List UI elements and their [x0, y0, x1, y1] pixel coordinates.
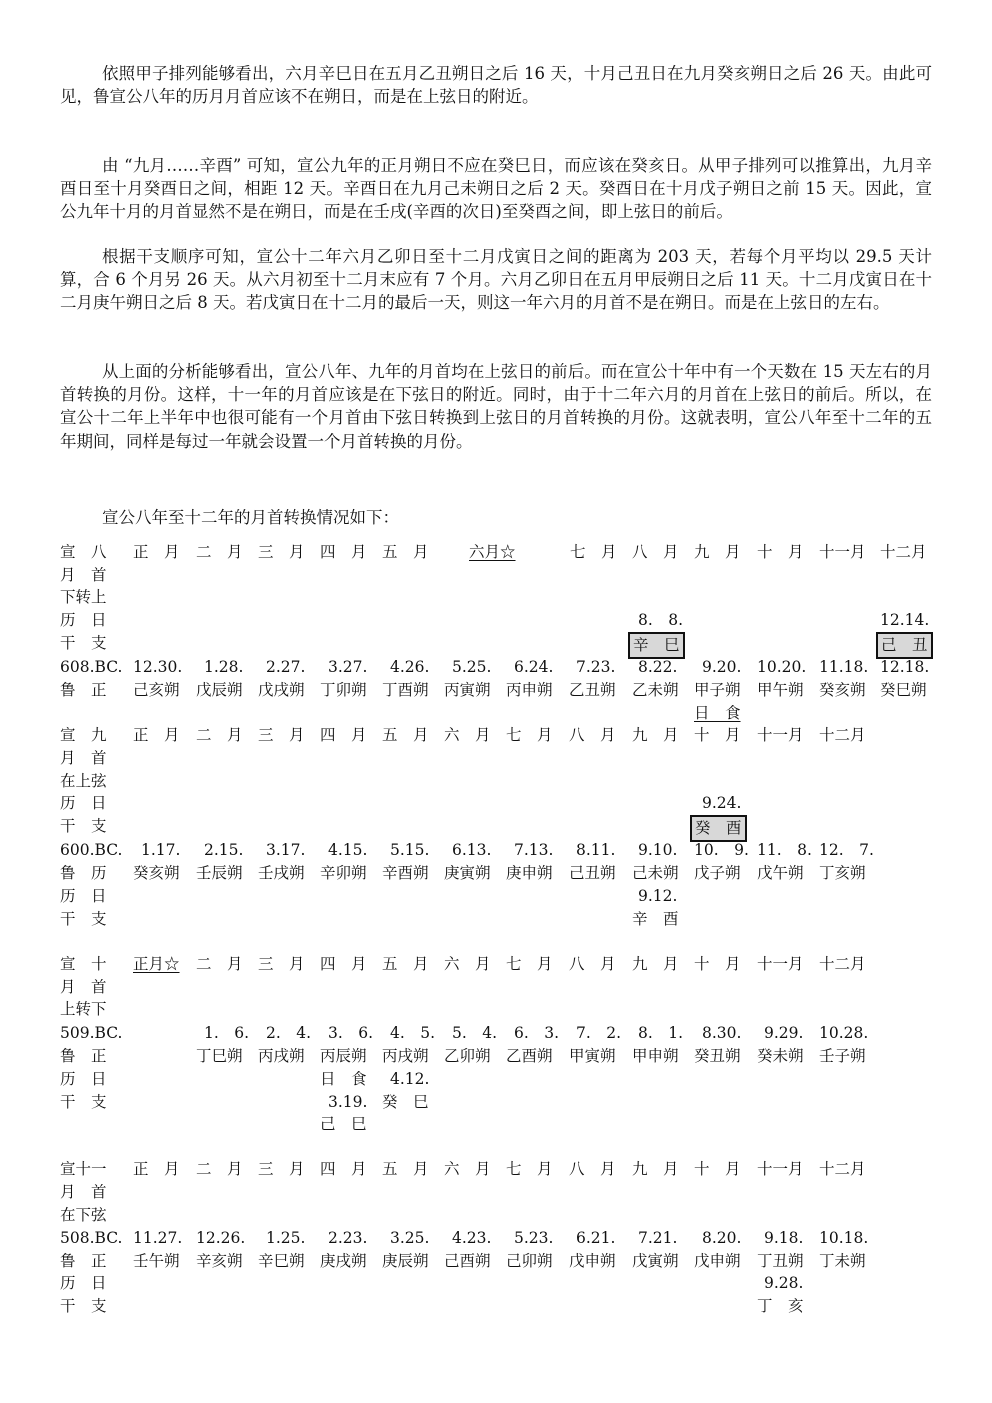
table-cell: 历 日 — [60, 1070, 107, 1088]
table-intro: 宣公八年至十二年的月首转换情况如下： — [102, 508, 399, 527]
table-cell: 干 支 — [60, 1093, 107, 1111]
table-cell: 十二月 — [819, 726, 866, 744]
table-cell: 己 丑 — [876, 632, 933, 659]
table-cell: 干 支 — [60, 1297, 107, 1315]
table-cell: 甲子朔 — [694, 681, 741, 699]
table-cell: 丙辰朔 — [320, 1047, 367, 1065]
table-cell: 十 月 — [694, 1160, 741, 1178]
table-cell: 9.18. — [764, 1229, 804, 1247]
table-cell: 七 月 — [506, 955, 553, 973]
table-cell: 十二月 — [819, 955, 866, 973]
table-cell: 7.21. — [638, 1229, 678, 1247]
table-cell: 鲁 正 — [60, 1047, 107, 1065]
table-cell: 壬戌朔 — [258, 864, 305, 882]
table-cell: 608.BC. — [60, 658, 123, 676]
table-cell: 月 首 — [60, 1183, 107, 1201]
table-cell: 12.18. — [880, 658, 930, 676]
table-cell: 乙丑朔 — [569, 681, 616, 699]
table-cell: 8.30. — [702, 1024, 742, 1042]
table-cell: 六月☆ — [469, 543, 516, 561]
table-cell: 8. 8. — [638, 611, 684, 629]
table-cell: 600.BC. — [60, 841, 123, 859]
table-cell: 鲁 正 — [60, 1252, 107, 1270]
table-cell: 乙未朔 — [632, 681, 679, 699]
table-cell: 6.21. — [576, 1229, 616, 1247]
table-cell: 辛 酉 — [632, 910, 679, 928]
table-cell: 八 月 — [569, 726, 616, 744]
table-cell: 6. 3. — [514, 1024, 560, 1042]
table-cell: 10.28. — [819, 1024, 869, 1042]
table-cell: 二 月 — [196, 1160, 243, 1178]
table-cell: 12.14. — [880, 611, 930, 629]
table-cell: 历 日 — [60, 1274, 107, 1292]
table-cell: 五 月 — [382, 955, 429, 973]
table-cell: 癸亥朔 — [819, 681, 866, 699]
table-cell: 十 月 — [694, 726, 741, 744]
table-cell: 己 巳 — [320, 1115, 367, 1133]
table-cell: 丁未朔 — [819, 1252, 866, 1270]
table-cell: 癸未朔 — [757, 1047, 804, 1065]
table-cell: 八 月 — [569, 1160, 616, 1178]
table-cell: 甲寅朔 — [569, 1047, 616, 1065]
table-cell: 壬辰朔 — [196, 864, 243, 882]
table-cell: 十二月 — [819, 1160, 866, 1178]
table-cell: 5.23. — [514, 1229, 554, 1247]
table-cell: 鲁 正 — [60, 681, 107, 699]
table-cell: 10. 9. — [694, 841, 749, 859]
table-cell: 5.25. — [452, 658, 492, 676]
table-cell: 8.20. — [702, 1229, 742, 1247]
table-cell: 1.28. — [204, 658, 244, 676]
table-cell: 丙申朔 — [506, 681, 553, 699]
table-cell: 7.23. — [576, 658, 616, 676]
table-cell: 12.26. — [196, 1229, 246, 1247]
table-cell: 甲申朔 — [632, 1047, 679, 1065]
table-cell: 10.20. — [757, 658, 807, 676]
table-cell: 三 月 — [258, 1160, 305, 1178]
table-cell: 12. 7. — [819, 841, 874, 859]
table-cell: 7.13. — [514, 841, 554, 859]
table-cell: 辛巳朔 — [258, 1252, 305, 1270]
table-cell: 六 月 — [444, 1160, 491, 1178]
table-cell: 三 月 — [258, 543, 305, 561]
table-cell: 干 支 — [60, 634, 107, 652]
table-cell: 丁酉朔 — [382, 681, 429, 699]
table-cell: 己未朔 — [632, 864, 679, 882]
table-cell: 四 月 — [320, 543, 367, 561]
table-cell: 戊戌朔 — [258, 681, 305, 699]
table-cell: 戊子朔 — [694, 864, 741, 882]
table-cell: 三 月 — [258, 726, 305, 744]
table-cell: 月 首 — [60, 566, 107, 584]
table-cell: 月 首 — [60, 978, 107, 996]
table-cell: 2.23. — [328, 1229, 368, 1247]
table-cell: 戊寅朔 — [632, 1252, 679, 1270]
table-cell: 三 月 — [258, 955, 305, 973]
table-cell: 庚辰朔 — [382, 1252, 429, 1270]
table-cell: 干 支 — [60, 910, 107, 928]
table-cell: 历 日 — [60, 611, 107, 629]
table-cell: 干 支 — [60, 817, 107, 835]
table-cell: 宣 九 — [60, 726, 107, 744]
table-cell: 甲午朔 — [757, 681, 804, 699]
table-cell: 8.11. — [576, 841, 616, 859]
table-cell: 二 月 — [196, 543, 243, 561]
table-cell: 鲁 历 — [60, 864, 107, 882]
table-cell: 正 月 — [133, 1160, 180, 1178]
table-cell: 二 月 — [196, 955, 243, 973]
table-cell: 宣十一 — [60, 1160, 107, 1178]
paragraph-3: 根据干支顺序可知，宣公十二年六月乙卯日至十二月戊寅日之间的距离为 203 天，若每个月平均以 29.5 天计算，合 6 个月另 26 天。从六月初至十二月末应有 7 个月。六月乙卯日在五月甲辰朔日之后 11 天。十二月戊寅日在十二月庚午朔日之后 8 天。若戊寅日在十二月的最后一天，则这一年六月的月首不是在朔日。而是在上弦日的左右。 — [60, 247, 932, 313]
table-cell: 己酉朔 — [444, 1252, 491, 1270]
table-cell: 3.17. — [266, 841, 306, 859]
table-cell: 下转上 — [60, 588, 107, 606]
table-cell: 9.12. — [638, 887, 678, 905]
table-cell: 丙寅朔 — [444, 681, 491, 699]
table-cell: 己丑朔 — [569, 864, 616, 882]
table-cell: 九 月 — [632, 726, 679, 744]
table-cell: 十一月 — [757, 1160, 804, 1178]
table-cell: 上转下 — [60, 1000, 107, 1018]
table-cell: 2.27. — [266, 658, 306, 676]
table-cell: 七 月 — [570, 543, 617, 561]
table-cell: 11.18. — [819, 658, 869, 676]
table-cell: 丙戌朔 — [382, 1047, 429, 1065]
table-cell: 4.15. — [328, 841, 368, 859]
table-cell: 八 月 — [569, 955, 616, 973]
table-cell: 辛 巳 — [628, 632, 685, 659]
table-cell: 丁巳朔 — [196, 1047, 243, 1065]
table-cell: 四 月 — [320, 1160, 367, 1178]
table-cell: 丁亥朔 — [819, 864, 866, 882]
table-cell: 癸 巳 — [382, 1093, 429, 1111]
table-cell: 12.30. — [133, 658, 183, 676]
table-cell: 4.23. — [452, 1229, 492, 1247]
table-cell: 9.10. — [638, 841, 678, 859]
table-cell: 十 月 — [757, 543, 804, 561]
table-cell: 壬子朔 — [819, 1047, 866, 1065]
table-cell: 十 月 — [694, 955, 741, 973]
table-cell: 癸丑朔 — [694, 1047, 741, 1065]
table-cell: 癸 酉 — [690, 815, 747, 842]
table-cell: 历 日 — [60, 794, 107, 812]
table-cell: 四 月 — [320, 955, 367, 973]
table-cell: 庚寅朔 — [444, 864, 491, 882]
table-cell: 509.BC. — [60, 1024, 123, 1042]
table-cell: 八 月 — [632, 543, 679, 561]
table-cell: 丁丑朔 — [757, 1252, 804, 1270]
table-cell: 丙戌朔 — [258, 1047, 305, 1065]
table-cell: 2. 4. — [266, 1024, 312, 1042]
table-cell: 十一月 — [757, 726, 804, 744]
table-cell: 7. 2. — [576, 1024, 622, 1042]
table-cell: 月 首 — [60, 749, 107, 767]
table-cell: 3.25. — [390, 1229, 430, 1247]
table-cell: 壬午朔 — [133, 1252, 180, 1270]
table-cell: 九 月 — [632, 955, 679, 973]
table-cell: 11.27. — [133, 1229, 183, 1247]
table-cell: 日 食 — [320, 1070, 367, 1088]
table-cell: 乙酉朔 — [506, 1047, 553, 1065]
table-cell: 十二月 — [880, 543, 927, 561]
table-cell: 己卯朔 — [506, 1252, 553, 1270]
table-cell: 4.26. — [390, 658, 430, 676]
table-cell: 正 月 — [133, 726, 180, 744]
table-cell: 宣 十 — [60, 955, 107, 973]
paragraph-1: 依照甲子排列能够看出，六月辛巳日在五月乙丑朔日之后 16 天，十月己丑日在九月癸亥朔日之后 26 天。由此可见，鲁宣公八年的历月月首应该不在朔日，而是在上弦日的附近。 — [60, 64, 932, 107]
table-cell: 6.13. — [452, 841, 492, 859]
table-cell: 五 月 — [382, 1160, 429, 1178]
table-cell: 3.27. — [328, 658, 368, 676]
table-cell: 1. 6. — [204, 1024, 250, 1042]
table-cell: 3.19. — [328, 1093, 368, 1111]
table-cell: 七 月 — [506, 1160, 553, 1178]
table-cell: 庚戌朔 — [320, 1252, 367, 1270]
table-cell: 七 月 — [506, 726, 553, 744]
table-cell: 1.25. — [266, 1229, 306, 1247]
table-cell: 六 月 — [444, 955, 491, 973]
table-cell: 8.22. — [638, 658, 678, 676]
table-cell: 六 月 — [444, 726, 491, 744]
table-cell: 4.12. — [390, 1070, 430, 1088]
table-cell: 508.BC. — [60, 1229, 123, 1247]
table-cell: 戊辰朔 — [196, 681, 243, 699]
table-cell: 在下弦 — [60, 1206, 107, 1224]
table-cell: 辛亥朔 — [196, 1252, 243, 1270]
table-cell: 正 月 — [133, 543, 180, 561]
table-cell: 五 月 — [382, 543, 429, 561]
table-cell: 2.15. — [204, 841, 244, 859]
table-cell: 11. 8. — [757, 841, 812, 859]
table-cell: 癸巳朔 — [880, 681, 927, 699]
table-cell: 丁 亥 — [757, 1297, 804, 1315]
table-cell: 辛卯朔 — [320, 864, 367, 882]
table-cell: 8. 1. — [638, 1024, 684, 1042]
table-cell: 5.15. — [390, 841, 430, 859]
table-cell: 9.24. — [702, 794, 742, 812]
table-cell: 九 月 — [694, 543, 741, 561]
table-cell: 丁卯朔 — [320, 681, 367, 699]
table-cell: 3. 6. — [328, 1024, 374, 1042]
table-cell: 9.28. — [764, 1274, 804, 1292]
paragraph-4: 从上面的分析能够看出，宣公八年、九年的月首均在上弦日的前后。而在宣公十年中有一个天数在 15 天左右的月首转换的月份。这样，十一年的月首应该是在下弦日的附近。同时，由于十二年六月的月首在上弦日的前后。所以，在宣公十二年上半年中也很可能有一个月首由下弦日转换到上弦日的月首转换的月份。这就表明，宣公八年至十二年的五年期间，同样是每过一年就会设置一个月首转换的月份。 — [60, 362, 932, 451]
table-cell: 乙卯朔 — [444, 1047, 491, 1065]
table-cell: 10.18. — [819, 1229, 869, 1247]
table-cell: 日 食 — [694, 704, 741, 722]
table-cell: 4. 5. — [390, 1024, 436, 1042]
table-cell: 五 月 — [382, 726, 429, 744]
table-cell: 正月☆ — [133, 955, 180, 973]
table-cell: 己亥朔 — [133, 681, 180, 699]
table-cell: 癸亥朔 — [133, 864, 180, 882]
table-cell: 九 月 — [632, 1160, 679, 1178]
table-cell: 6.24. — [514, 658, 554, 676]
table-cell: 十一月 — [819, 543, 866, 561]
table-cell: 十一月 — [757, 955, 804, 973]
table-cell: 9.29. — [764, 1024, 804, 1042]
table-cell: 9.20. — [702, 658, 742, 676]
table-cell: 戊申朔 — [694, 1252, 741, 1270]
table-cell: 历 日 — [60, 887, 107, 905]
paragraph-2: 由 “九月……辛酉” 可知，宣公九年的正月朔日不应在癸巳日，而应该在癸亥日。从甲子排列可以推算出，九月辛酉日至十月癸酉日之间，相距 12 天。辛酉日在九月己未朔日之后 2 天。癸酉日在十月戊子朔日之前 15 天。因此，宣公九年十月的月首显然不是在朔日，而是在壬戌(辛酉的次日)至癸酉之间，即上弦日的前后。 — [60, 156, 932, 222]
table-cell: 辛酉朔 — [382, 864, 429, 882]
table-cell: 戊午朔 — [757, 864, 804, 882]
table-cell: 1.17. — [141, 841, 181, 859]
table-cell: 宣 八 — [60, 543, 107, 561]
table-cell: 5. 4. — [452, 1024, 498, 1042]
table-cell: 二 月 — [196, 726, 243, 744]
table-cell: 四 月 — [320, 726, 367, 744]
table-cell: 在上弦 — [60, 772, 107, 790]
table-cell: 戊申朔 — [569, 1252, 616, 1270]
table-cell: 庚申朔 — [506, 864, 553, 882]
